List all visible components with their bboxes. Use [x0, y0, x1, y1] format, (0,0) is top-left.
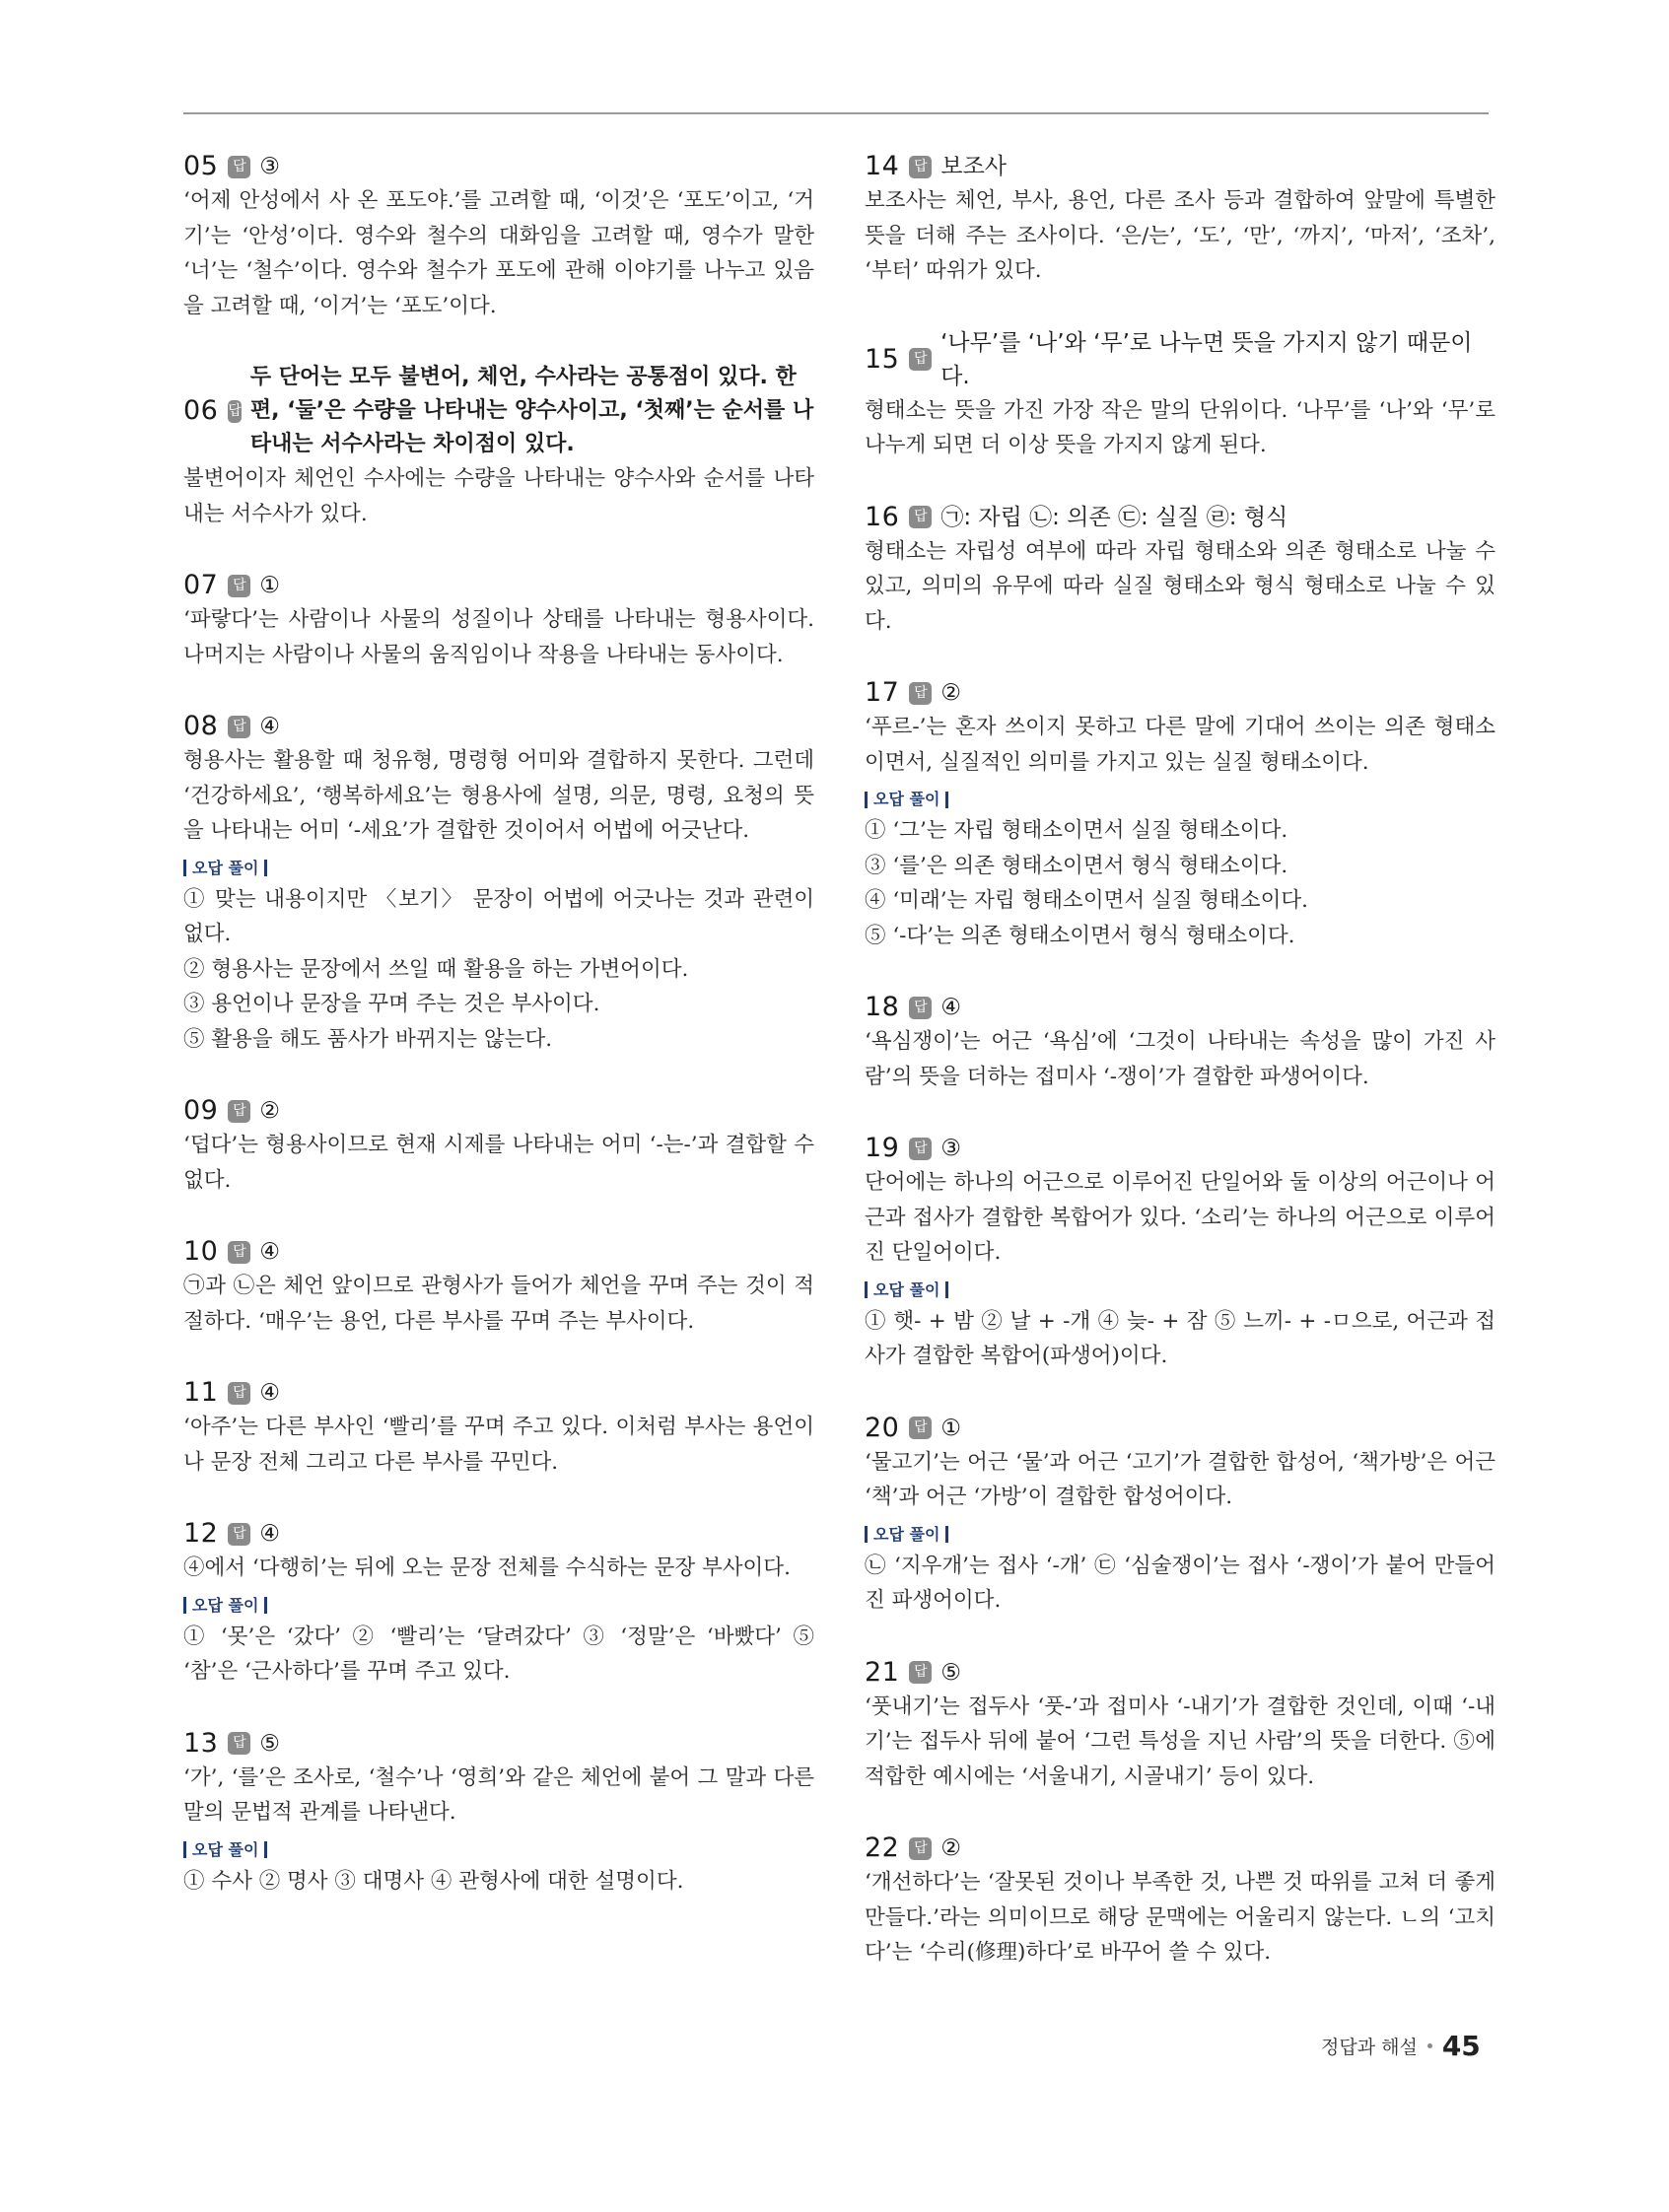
- answer-item: [865, 676, 1495, 953]
- question-number: 19: [865, 1133, 900, 1163]
- answer-header: [183, 1094, 814, 1128]
- footer-label: 정답과 해설: [1321, 2037, 1418, 2058]
- wrong-answer-note-text: 오답 풀이: [873, 790, 940, 808]
- wrong-answer-note-label: [183, 1594, 814, 1618]
- answer-item: [865, 150, 1495, 289]
- answer-badge-icon: 답: [228, 400, 242, 423]
- answer-text: ‘나무’를 ‘나’와 ‘무’로 나누면 뜻을 가지지 않기 때문이다.: [940, 329, 1473, 389]
- wrong-answer-note-label: [183, 857, 814, 880]
- footer-dot-icon: [1427, 2043, 1432, 2048]
- explanation-text: ‘풋내기’는 접두사 ‘풋-’과 접미사 ‘-내기’가 결합한 것인데, 이때 ‘-내기’는 접두사 뒤에 붙어 ‘그런 특성을 지닌 사람’의 뜻을 더한다. ⑤에 적합한 예시에는 ‘서울내기, 시골내기’ 등이 있다.: [865, 1694, 1495, 1789]
- wrong-answer-note-text: 오답 풀이: [873, 1279, 940, 1299]
- answer-item: [183, 569, 814, 672]
- answer-text: ④: [940, 995, 961, 1020]
- question-number: 06: [183, 395, 219, 426]
- explanation-text: 단어에는 하나의 어근으로 이루어진 단일어와 둘 이상의 어근이나 어근과 접사가 결합한 복합어가 있다. ‘소리’는 하나의 어근으로 이루어진 단일어이다.: [865, 1170, 1495, 1265]
- answer-item: [183, 1094, 814, 1198]
- explanation-text: ㉠과 ㉡은 체언 앞이므로 관형사가 들어가 체언을 꾸며 주는 것이 적절하다. ‘매우’는 용언, 다른 부사를 꾸며 주는 부사이다.: [183, 1274, 814, 1334]
- answer-header: [865, 1132, 1495, 1165]
- explanation-text: ‘개선하다’는 ‘잘못된 것이나 부족한 것, 나쁜 것 따위를 고쳐 더 좋게 만들다.’라는 의미이므로 해당 문맥에는 어울리지 않는다. ㄴ의 ‘고치다’는 ‘수리(修理)하다’로 바꾸어 쓸 수 있다.: [865, 1870, 1495, 1965]
- right-column: [865, 150, 1495, 2008]
- wrong-answer-note-label: [865, 1279, 1495, 1302]
- answer-item: [183, 1727, 814, 1900]
- label-bar-icon: [264, 1597, 267, 1614]
- answer-badge-icon: 답: [909, 348, 932, 371]
- answer-badge-icon: 답: [909, 1138, 932, 1160]
- question-number: 07: [183, 570, 219, 600]
- answer-header: [183, 150, 814, 183]
- answer-item: [183, 1376, 814, 1480]
- answer-text: ③: [940, 1136, 961, 1161]
- explanation-text: ‘푸르-’는 혼자 쓰이지 못하고 다른 말에 기대어 쓰이는 의존 형태소이면서, 실질적인 의미를 가지고 있는 실질 형태소이다.: [865, 715, 1495, 775]
- answer-header: [183, 569, 814, 602]
- answer-item: [183, 1517, 814, 1690]
- wrong-answer-note-label: [183, 1838, 814, 1862]
- question-number: 09: [183, 1095, 219, 1126]
- answer-header: [183, 361, 814, 461]
- label-bar-icon: [183, 860, 186, 876]
- answer-text: ①: [940, 1415, 961, 1441]
- answer-text: ④: [259, 714, 280, 739]
- answer-text: ②: [259, 1098, 280, 1124]
- explanation-text: ‘아주’는 다른 부사인 ‘빨리’를 꾸며 주고 있다. 이처럼 부사는 용언이나 문장 전체 그리고 다른 부사를 꾸민다.: [183, 1415, 814, 1475]
- page-footer: [1321, 2030, 1481, 2062]
- answer-text: ④: [259, 1521, 280, 1547]
- label-bar-icon: [945, 1281, 948, 1298]
- page-number: 45: [1441, 2030, 1481, 2062]
- answer-item: [865, 501, 1495, 640]
- label-bar-icon: [264, 1841, 267, 1858]
- answer-text: ④: [259, 1239, 280, 1265]
- answer-text: ⑤: [259, 1730, 280, 1757]
- answer-badge-icon: 답: [909, 682, 932, 705]
- answer-header: [865, 991, 1495, 1024]
- answer-header: [183, 1235, 814, 1269]
- question-number: 20: [865, 1412, 900, 1443]
- explanation-text: ‘덥다’는 형용사이므로 현재 시제를 나타내는 어미 ‘-는-’과 결합할 수 없다.: [183, 1133, 814, 1193]
- question-number: 08: [183, 711, 219, 741]
- answer-text: ㉠: 자립 ㉡: 의존 ㉢: 실질 ㉣: 형식: [940, 504, 1288, 530]
- answer-badge-icon: 답: [228, 1382, 250, 1405]
- explanation-text: ‘가’, ‘를’은 조사로, ‘철수’나 ‘영희’와 같은 체언에 붙어 그 말과 다른 말의 문법적 관계를 나타낸다.: [183, 1764, 814, 1825]
- question-number: 22: [865, 1832, 900, 1863]
- answer-badge-icon: 답: [909, 156, 932, 178]
- wrong-answer-note-text: 오답 풀이: [192, 1595, 259, 1615]
- question-number: 15: [865, 343, 900, 375]
- answer-badge-icon: 답: [228, 1523, 250, 1546]
- label-bar-icon: [264, 860, 267, 876]
- wrong-answer-note-text: 오답 풀이: [873, 1524, 940, 1544]
- answer-text: 보조사: [940, 154, 1008, 179]
- wrong-answer-line: ① 맞는 내용이지만 〈보기〉 문장이 어법에 어긋나는 것과 관련이 없다.: [183, 886, 814, 946]
- wrong-answer-note-label: [865, 788, 1495, 811]
- answer-item: [183, 710, 814, 1057]
- wrong-answer-line: ④ ‘미래’는 자립 형태소이면서 실질 형태소이다.: [865, 888, 1309, 913]
- wrong-answer-line: ① ‘그’는 자립 형태소이면서 실질 형태소이다.: [865, 818, 1288, 843]
- question-number: 21: [865, 1656, 900, 1688]
- answer-header: [865, 150, 1495, 183]
- answer-badge-icon: 답: [228, 1732, 250, 1755]
- explanation-text: ‘물고기’는 어근 ‘물’과 어근 ‘고기’가 결합한 합성어, ‘책가방’은 어근 ‘책’과 어근 ‘가방’이 결합한 합성어이다.: [865, 1449, 1495, 1509]
- explanation-text: 불변어이자 체언인 수사에는 수량을 나타내는 양수사와 순서를 나타내는 서수사가 있다.: [183, 466, 814, 526]
- answer-header: [183, 710, 814, 743]
- answer-header: [865, 1832, 1495, 1865]
- answer-badge-icon: 답: [909, 1417, 932, 1439]
- label-bar-icon: [183, 1841, 186, 1858]
- answer-header: [865, 676, 1495, 710]
- question-number: 14: [865, 151, 900, 181]
- answer-badge-icon: 답: [909, 506, 932, 528]
- question-number: 05: [183, 151, 219, 181]
- wrong-answer-note-label: [865, 1523, 1495, 1547]
- label-bar-icon: [865, 1526, 868, 1543]
- answer-text: ②: [940, 1835, 961, 1861]
- wrong-answer-line: ③ 용언이나 문장을 꾸며 주는 것은 부사이다.: [183, 992, 600, 1016]
- label-bar-icon: [945, 1526, 948, 1543]
- answer-header: [183, 1376, 814, 1410]
- answer-header: [183, 1517, 814, 1551]
- answer-badge-icon: 답: [909, 1837, 932, 1860]
- explanation-text: ‘파랗다’는 사람이나 사물의 성질이나 상태를 나타내는 형용사이다. 나머지는 사람이나 사물의 움직임이나 작용을 나타내는 동사이다.: [183, 607, 814, 667]
- wrong-answer-line: ③ ‘를’은 의존 형태소이면서 형식 형태소이다.: [865, 853, 1288, 878]
- answer-badge-icon: 답: [909, 997, 932, 1019]
- answer-text: ④: [259, 1380, 280, 1406]
- answer-badge-icon: 답: [228, 156, 250, 178]
- explanation-text: 형태소는 뜻을 가진 가장 작은 말의 단위이다. ‘나무’를 ‘나’와 ‘무’로 나누게 되면 더 이상 뜻을 가지지 않게 된다.: [865, 397, 1495, 457]
- answer-item: [865, 991, 1495, 1094]
- answer-item: [865, 1412, 1495, 1619]
- answer-text: ②: [940, 680, 961, 706]
- explanation-text: 형태소는 자립성 여부에 따라 자립 형태소와 의존 형태소로 나눌 수 있고, 의미의 유무에 따라 실질 형태소와 형식 형태소로 나눌 수 있다.: [865, 538, 1495, 634]
- answer-text: ①: [259, 573, 280, 598]
- answer-header: [865, 501, 1495, 534]
- question-number: 13: [183, 1727, 219, 1759]
- answer-item: [183, 361, 814, 531]
- answer-text: ⑤: [940, 1659, 961, 1686]
- label-bar-icon: [865, 1281, 868, 1298]
- question-number: 18: [865, 992, 900, 1022]
- question-number: 17: [865, 677, 900, 708]
- question-number: 10: [183, 1236, 219, 1267]
- answer-badge-icon: 답: [909, 1661, 932, 1684]
- wrong-answer-line: ㉡ ‘지우개’는 접사 ‘-개’ ㉢ ‘심술쟁이’는 접사 ‘-쟁이’가 붙어 만들어진 파생어이다.: [865, 1553, 1495, 1613]
- answer-item: [865, 1132, 1495, 1374]
- wrong-answer-line: ① 수사 ② 명사 ③ 대명사 ④ 관형사에 대한 설명이다.: [183, 1868, 684, 1894]
- wrong-answer-line: ① 햇- + 밤 ② 날 + -개 ④ 늦- + 잠 ⑤ 느끼- + -ㅁ으로, 어근과 접사가 결합한 복합어(파생어)이다.: [865, 1308, 1495, 1368]
- top-divider: [183, 112, 1489, 114]
- question-number: 12: [183, 1518, 219, 1549]
- answer-header: [865, 326, 1495, 393]
- label-bar-icon: [865, 792, 868, 808]
- answer-text: ③: [259, 154, 280, 179]
- answer-badge-icon: 답: [228, 1100, 250, 1123]
- explanation-text: ④에서 ‘다행히’는 뒤에 오는 문장 전체를 수식하는 문장 부사이다.: [183, 1555, 791, 1580]
- answer-header: [183, 1727, 814, 1761]
- answer-header: [865, 1412, 1495, 1445]
- explanation-text: ‘욕심쟁이’는 어근 ‘욕심’에 ‘그것이 나타내는 속성을 많이 가진 사람’의 뜻을 더하는 접미사 ‘-쟁이’가 결합한 파생어이다.: [865, 1029, 1495, 1089]
- answer-item: [865, 326, 1495, 463]
- label-bar-icon: [183, 1597, 186, 1614]
- explanation-text: 형용사는 활용할 때 청유형, 명령형 어미와 결합하지 못한다. 그런데 ‘건강하세요’, ‘행복하세요’는 형용사에 설명, 의문, 명령, 요청의 뜻을 나타내는 어미 ‘-세요’가 결합한 것이어서 어법에 어긋난다.: [183, 748, 814, 843]
- question-number: 11: [183, 1377, 219, 1408]
- wrong-answer-note-text: 오답 풀이: [192, 1839, 259, 1859]
- answer-item: [865, 1832, 1495, 1970]
- label-bar-icon: [945, 792, 948, 808]
- answer-header: [865, 1656, 1495, 1690]
- answer-item: [183, 1235, 814, 1339]
- wrong-answer-line: ① ‘못’은 ‘갔다’ ② ‘빨리’는 ‘달려갔다’ ③ ‘정말’은 ‘바빴다’ ⑤ ‘참’은 ‘근사하다’를 꾸며 주고 있다.: [183, 1624, 814, 1684]
- answer-item: [865, 1656, 1495, 1795]
- explanation-text: ‘어제 안성에서 사 온 포도야.’를 고려할 때, ‘이것’은 ‘포도’이고, ‘거기’는 ‘안성’이다. 영수와 철수의 대화임을 고려할 때, 영수가 말한 ‘너’는 ‘철수’이다. 영수와 철수가 포도에 관해 이야기를 나누고 있음을 고려할 때, ‘이거’는 ‘포도’이다.: [183, 188, 814, 318]
- question-number: 16: [865, 501, 900, 532]
- wrong-answer-note-text: 오답 풀이: [192, 858, 259, 877]
- answer-badge-icon: 답: [228, 1241, 250, 1264]
- answer-badge-icon: 답: [228, 575, 250, 597]
- answer-item: [183, 150, 814, 323]
- left-column: [183, 150, 814, 1936]
- wrong-answer-line: ⑤ 활용을 해도 품사가 바뀌지는 않는다.: [183, 1026, 553, 1052]
- answer-text: 두 단어는 모두 불변어, 체언, 수사라는 공통점이 있다. 한편, ‘둘’은 수량을 나타내는 양수사이고, ‘첫째’는 순서를 나타내는 서수사라는 차이점이 있다.: [249, 365, 814, 456]
- wrong-answer-line: ② 형용사는 문장에서 쓰일 때 활용을 하는 가변어이다.: [183, 956, 689, 982]
- answer-badge-icon: 답: [228, 716, 250, 738]
- explanation-text: 보조사는 체언, 부사, 용언, 다른 조사 등과 결합하여 앞말에 특별한 뜻을 더해 주는 조사이다. ‘은/는’, ‘도’, ‘만’, ‘까지’, ‘마저’, ‘조차’, ‘부터’ 따위가 있다.: [865, 188, 1495, 283]
- wrong-answer-line: ⑤ ‘-다’는 의존 형태소이면서 형식 형태소이다.: [865, 923, 1295, 948]
